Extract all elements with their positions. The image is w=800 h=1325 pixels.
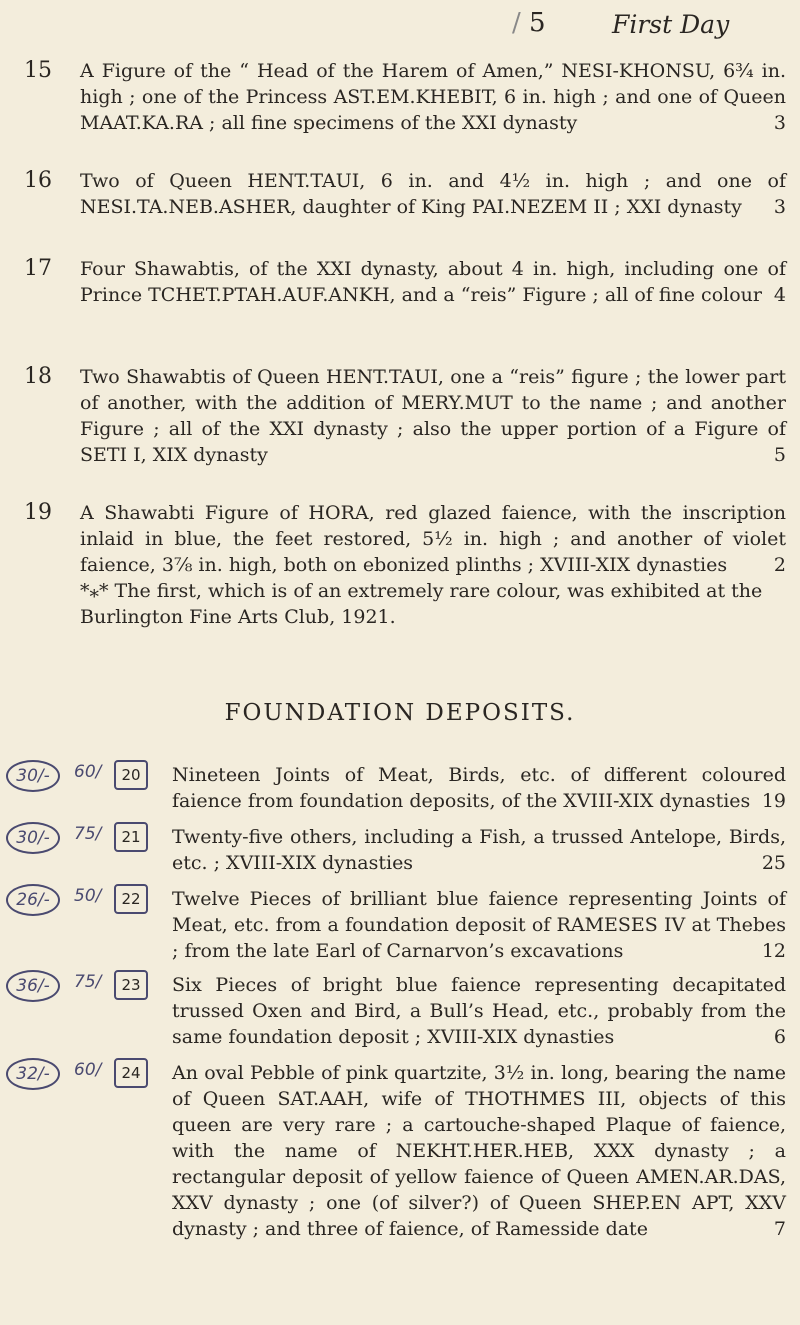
lot-quantity: 25 <box>761 852 786 874</box>
lot-quantity: 3 <box>773 196 786 218</box>
lot-entry <box>16 500 786 630</box>
price-note: 75/ <box>74 824 102 844</box>
price-note: 60/ <box>74 1060 102 1080</box>
lot-entry <box>16 364 786 468</box>
page-header <box>0 8 800 48</box>
foundation-lot <box>0 972 800 1050</box>
lot-number: 23 <box>114 970 148 1000</box>
estimate-oval: 36/- <box>6 970 60 1002</box>
handwritten-annotation <box>4 884 164 920</box>
lot-description: Twelve Pieces of brilliant blue faience representing Joints of Meat, etc. from a foundation deposit of RAMESES IV at Thebes ; from the late Earl of Carnarvon’s excavations <box>172 888 786 962</box>
lot-quantity: 7 <box>773 1218 786 1240</box>
lot-quantity: 3 <box>773 112 786 134</box>
lot-description: A Figure of the “ Head of the Harem of Amen,” NESI-KHONSU, 6¾ in. high ; one of the Princess AST.EM.KHEBIT, 6 in. high ; and one of Queen MAAT.KA.RA ; all fine specimens of the XXI dynasty <box>80 60 786 134</box>
lot-number: 19 <box>24 500 52 525</box>
lot-entry <box>16 256 786 308</box>
lot-quantity: 2 <box>773 554 786 576</box>
lot-description: A Shawabti Figure of HORA, red glazed faience, with the inscription inlaid in blue, the feet restored, 5½ in. high ; and another of violet faience, 3⅞ in. high, both on ebonized plinths ; XVIII-XIX dynasties <box>80 502 786 576</box>
lot-description: Nineteen Joints of Meat, Birds, etc. of different coloured faience from foundation deposits, of the XVIII-XIX dynasties <box>172 764 786 812</box>
lot-number: 22 <box>114 884 148 914</box>
running-title: First Day <box>612 10 730 39</box>
lot-description: Two Shawabtis of Queen HENT.TAUI, one a “reis” figure ; the lower part of another, with the addition of MERY.MUT to the name ; and another Figure ; all of the XXI dynasty ; also the upper portion of a Figure of SETI I, XIX dynasty <box>80 366 786 466</box>
lot-number: 15 <box>24 58 52 83</box>
lot-description: Twenty-five others, including a Fish, a trussed Antelope, Birds, etc. ; XVIII-XIX dynasties <box>172 826 786 874</box>
section-heading: FOUNDATION DEPOSITS. <box>224 700 576 726</box>
lot-description: Four Shawabtis, of the XXI dynasty, about 4 in. high, including one of Prince TCHET.PTAH.AUF.ANKH, and a “reis” Figure ; all of fine colour <box>80 258 786 306</box>
price-note: 50/ <box>74 886 102 906</box>
handwritten-annotation <box>4 822 164 858</box>
lot-number: 21 <box>114 822 148 852</box>
lot-number: 16 <box>24 168 52 193</box>
price-note: 75/ <box>74 972 102 992</box>
foundation-lot <box>0 886 800 964</box>
lot-quantity: 19 <box>761 790 786 812</box>
foundation-lot <box>0 762 800 814</box>
lot-description: Two of Queen HENT.TAUI, 6 in. and 4½ in. high ; and one of NESI.TA.NEB.ASHER, daughter of King PAI.NEZEM II ; XXI dynasty <box>80 170 786 218</box>
estimate-oval: 30/- <box>6 822 60 854</box>
lot-number: 18 <box>24 364 52 389</box>
lot-quantity: 5 <box>773 444 786 466</box>
lot-description: Six Pieces of bright blue faience representing decapitated trussed Oxen and Bird, a Bull’s Head, etc., probably from the same foundation deposit ; XVIII-XIX dynasties <box>172 974 786 1048</box>
lot-quantity: 6 <box>773 1026 786 1048</box>
lot-number: 17 <box>24 256 52 281</box>
estimate-oval: 32/- <box>6 1058 60 1090</box>
lot-note: *⁎* The first, which is of an extremely rare colour, was exhibited at the Burlington Fine Arts Club, 1921. <box>80 580 763 628</box>
handwritten-annotation <box>4 760 164 796</box>
lot-number: 24 <box>114 1058 148 1088</box>
handwritten-annotation <box>4 1058 164 1094</box>
estimate-oval: 26/- <box>6 884 60 916</box>
lot-entry <box>16 168 786 220</box>
price-note: 60/ <box>74 762 102 782</box>
lot-entry <box>16 58 786 136</box>
foundation-lot <box>0 824 800 876</box>
lot-quantity: 12 <box>761 940 786 962</box>
lot-number: 20 <box>114 760 148 790</box>
lot-quantity: 4 <box>773 284 786 306</box>
lot-description: An oval Pebble of pink quartzite, 3½ in. long, bearing the name of Queen SAT.AAH, wife of THOTHMES III, objects of this queen are very rare ; a cartouche-shaped Plaque of faience, with the name of NEKHT.HER.HEB, XXX dynasty ; a rectangular deposit of yellow faience of Queen AMEN.AR.DAS, XXV dynasty ; one (of silver?) of Queen SHEP.EN APT, XXV dynasty ; and three of faience, of Ramesside date <box>172 1062 786 1240</box>
foundation-lot <box>0 1060 800 1242</box>
page-number: / 5 <box>512 8 546 38</box>
handwritten-annotation <box>4 970 164 1006</box>
estimate-oval: 30/- <box>6 760 60 792</box>
